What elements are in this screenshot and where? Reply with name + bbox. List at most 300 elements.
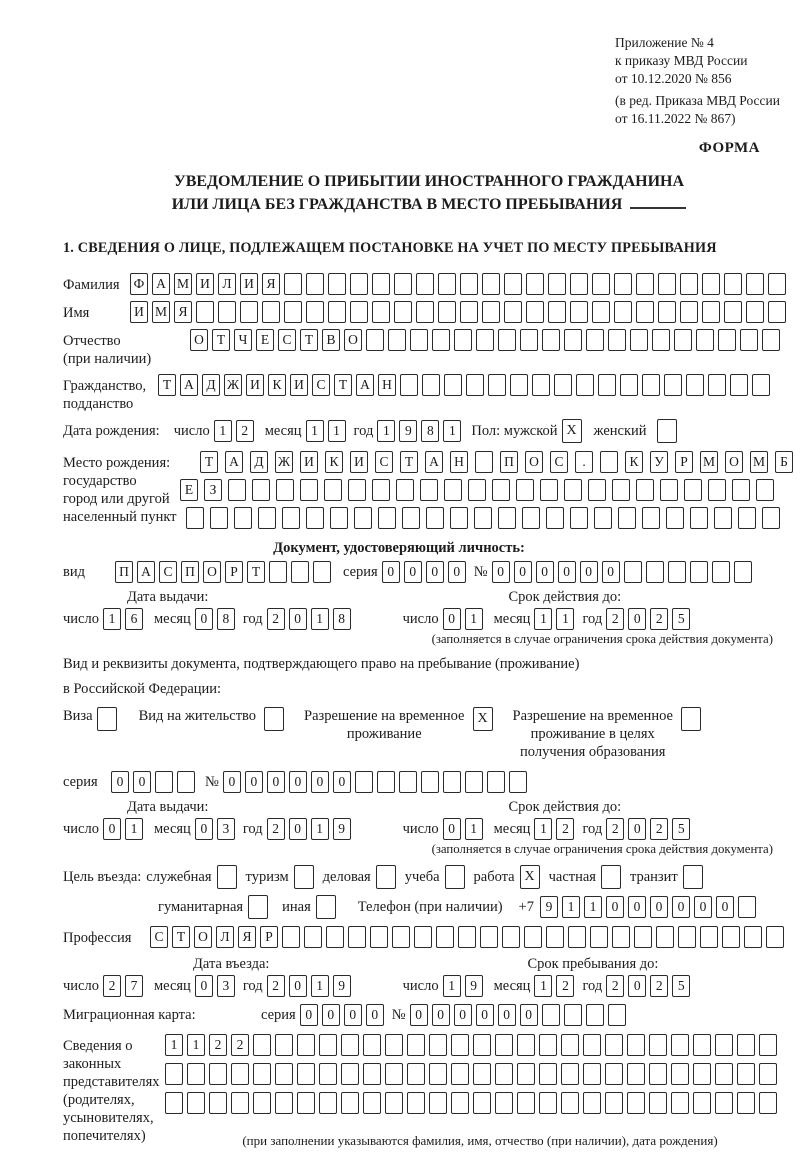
char-cell[interactable]: 8 bbox=[217, 608, 235, 630]
char-cell[interactable] bbox=[740, 329, 758, 351]
char-cell[interactable]: К bbox=[625, 451, 643, 473]
char-cell[interactable]: М bbox=[174, 273, 192, 295]
char-cell[interactable]: 0 bbox=[195, 608, 213, 630]
char-cell[interactable] bbox=[297, 1092, 315, 1114]
char-cell[interactable]: 0 bbox=[195, 975, 213, 997]
char-cell[interactable] bbox=[656, 926, 674, 948]
char-cell[interactable]: 1 bbox=[443, 420, 461, 442]
char-cell[interactable] bbox=[210, 507, 228, 529]
char-cell[interactable]: Ж bbox=[275, 451, 293, 473]
char-cell[interactable] bbox=[586, 1004, 604, 1026]
char-cell[interactable] bbox=[693, 1034, 711, 1056]
char-cell[interactable]: 0 bbox=[650, 896, 668, 918]
char-cell[interactable]: А bbox=[180, 374, 198, 396]
char-cell[interactable]: 0 bbox=[223, 771, 241, 793]
char-cell[interactable]: Р bbox=[675, 451, 693, 473]
char-cell[interactable] bbox=[714, 507, 732, 529]
char-cell[interactable] bbox=[627, 1063, 645, 1085]
char-cell[interactable] bbox=[231, 1092, 249, 1114]
char-cell[interactable] bbox=[269, 561, 287, 583]
char-cell[interactable]: 1 bbox=[465, 818, 483, 840]
char-cell[interactable] bbox=[737, 1063, 755, 1085]
char-cell[interactable]: 0 bbox=[602, 561, 620, 583]
char-cell[interactable]: И bbox=[130, 301, 148, 323]
char-cell[interactable]: 5 bbox=[672, 608, 690, 630]
char-cell[interactable]: П bbox=[115, 561, 133, 583]
char-cell[interactable] bbox=[372, 273, 390, 295]
purpose-work-checkbox[interactable]: X bbox=[520, 865, 540, 889]
char-cell[interactable] bbox=[612, 926, 630, 948]
char-cell[interactable] bbox=[636, 301, 654, 323]
char-cell[interactable] bbox=[624, 561, 642, 583]
char-cell[interactable] bbox=[231, 1063, 249, 1085]
char-cell[interactable] bbox=[702, 301, 720, 323]
char-cell[interactable]: Ф bbox=[130, 273, 148, 295]
char-cell[interactable] bbox=[400, 374, 418, 396]
char-cell[interactable]: 1 bbox=[165, 1034, 183, 1056]
char-cell[interactable] bbox=[586, 329, 604, 351]
char-cell[interactable]: Я bbox=[262, 273, 280, 295]
char-cell[interactable]: 0 bbox=[289, 608, 307, 630]
char-cell[interactable] bbox=[473, 1034, 491, 1056]
char-cell[interactable] bbox=[414, 926, 432, 948]
char-cell[interactable] bbox=[700, 926, 718, 948]
char-cell[interactable] bbox=[451, 1034, 469, 1056]
char-cell[interactable] bbox=[328, 301, 346, 323]
char-cell[interactable] bbox=[600, 451, 618, 473]
char-cell[interactable] bbox=[608, 1004, 626, 1026]
char-cell[interactable] bbox=[282, 926, 300, 948]
char-cell[interactable]: 0 bbox=[536, 561, 554, 583]
char-cell[interactable] bbox=[372, 479, 390, 501]
char-cell[interactable] bbox=[693, 1092, 711, 1114]
char-cell[interactable]: 0 bbox=[404, 561, 422, 583]
char-cell[interactable]: 2 bbox=[236, 420, 254, 442]
char-cell[interactable] bbox=[186, 507, 204, 529]
char-cell[interactable] bbox=[658, 273, 676, 295]
char-cell[interactable] bbox=[539, 1063, 557, 1085]
char-cell[interactable] bbox=[636, 479, 654, 501]
char-cell[interactable] bbox=[517, 1092, 535, 1114]
char-cell[interactable] bbox=[759, 1092, 777, 1114]
char-cell[interactable] bbox=[658, 301, 676, 323]
char-cell[interactable] bbox=[752, 374, 770, 396]
char-cell[interactable] bbox=[341, 1092, 359, 1114]
char-cell[interactable]: П bbox=[181, 561, 199, 583]
char-cell[interactable] bbox=[526, 273, 544, 295]
char-cell[interactable]: 2 bbox=[650, 818, 668, 840]
char-cell[interactable] bbox=[377, 771, 395, 793]
char-cell[interactable] bbox=[768, 273, 786, 295]
char-cell[interactable] bbox=[542, 1004, 560, 1026]
char-cell[interactable] bbox=[429, 1092, 447, 1114]
char-cell[interactable] bbox=[605, 1092, 623, 1114]
char-cell[interactable] bbox=[262, 301, 280, 323]
char-cell[interactable]: 3 bbox=[217, 818, 235, 840]
char-cell[interactable]: 0 bbox=[628, 896, 646, 918]
purpose-private-checkbox[interactable] bbox=[601, 865, 621, 889]
char-cell[interactable] bbox=[724, 273, 742, 295]
char-cell[interactable]: О bbox=[203, 561, 221, 583]
char-cell[interactable]: В bbox=[322, 329, 340, 351]
char-cell[interactable] bbox=[540, 479, 558, 501]
char-cell[interactable] bbox=[627, 1092, 645, 1114]
char-cell[interactable] bbox=[313, 561, 331, 583]
char-cell[interactable] bbox=[385, 1034, 403, 1056]
char-cell[interactable]: Ч bbox=[234, 329, 252, 351]
char-cell[interactable] bbox=[583, 1034, 601, 1056]
char-cell[interactable] bbox=[592, 301, 610, 323]
char-cell[interactable] bbox=[594, 507, 612, 529]
char-cell[interactable]: Е bbox=[256, 329, 274, 351]
char-cell[interactable] bbox=[539, 1034, 557, 1056]
char-cell[interactable] bbox=[330, 507, 348, 529]
char-cell[interactable]: С bbox=[550, 451, 568, 473]
char-cell[interactable]: Я bbox=[238, 926, 256, 948]
char-cell[interactable] bbox=[396, 479, 414, 501]
char-cell[interactable] bbox=[465, 771, 483, 793]
char-cell[interactable]: А bbox=[356, 374, 374, 396]
char-cell[interactable] bbox=[429, 1063, 447, 1085]
char-cell[interactable] bbox=[678, 926, 696, 948]
char-cell[interactable] bbox=[370, 926, 388, 948]
char-cell[interactable]: И bbox=[290, 374, 308, 396]
char-cell[interactable] bbox=[715, 1063, 733, 1085]
char-cell[interactable]: М bbox=[700, 451, 718, 473]
char-cell[interactable] bbox=[724, 301, 742, 323]
char-cell[interactable]: О bbox=[190, 329, 208, 351]
char-cell[interactable]: 3 bbox=[217, 975, 235, 997]
char-cell[interactable] bbox=[196, 301, 214, 323]
char-cell[interactable] bbox=[282, 507, 300, 529]
char-cell[interactable] bbox=[460, 273, 478, 295]
char-cell[interactable] bbox=[341, 1034, 359, 1056]
char-cell[interactable] bbox=[388, 329, 406, 351]
char-cell[interactable]: 0 bbox=[492, 561, 510, 583]
char-cell[interactable] bbox=[240, 301, 258, 323]
char-cell[interactable] bbox=[495, 1092, 513, 1114]
char-cell[interactable] bbox=[759, 1063, 777, 1085]
char-cell[interactable] bbox=[355, 771, 373, 793]
char-cell[interactable] bbox=[366, 329, 384, 351]
char-cell[interactable]: О bbox=[525, 451, 543, 473]
char-cell[interactable] bbox=[187, 1063, 205, 1085]
char-cell[interactable] bbox=[504, 273, 522, 295]
char-cell[interactable] bbox=[354, 507, 372, 529]
char-cell[interactable] bbox=[671, 1063, 689, 1085]
char-cell[interactable] bbox=[350, 273, 368, 295]
char-cell[interactable]: Т bbox=[334, 374, 352, 396]
char-cell[interactable] bbox=[165, 1063, 183, 1085]
char-cell[interactable] bbox=[407, 1063, 425, 1085]
char-cell[interactable] bbox=[590, 926, 608, 948]
char-cell[interactable] bbox=[495, 1034, 513, 1056]
char-cell[interactable] bbox=[155, 771, 173, 793]
char-cell[interactable]: 0 bbox=[448, 561, 466, 583]
char-cell[interactable] bbox=[542, 329, 560, 351]
char-cell[interactable] bbox=[444, 374, 462, 396]
char-cell[interactable] bbox=[438, 301, 456, 323]
char-cell[interactable] bbox=[730, 374, 748, 396]
char-cell[interactable]: 0 bbox=[432, 1004, 450, 1026]
char-cell[interactable] bbox=[218, 301, 236, 323]
char-cell[interactable]: 1 bbox=[534, 975, 552, 997]
char-cell[interactable]: 0 bbox=[716, 896, 734, 918]
char-cell[interactable] bbox=[627, 1034, 645, 1056]
char-cell[interactable] bbox=[275, 1063, 293, 1085]
char-cell[interactable] bbox=[570, 273, 588, 295]
char-cell[interactable] bbox=[421, 771, 439, 793]
char-cell[interactable]: 6 bbox=[125, 608, 143, 630]
char-cell[interactable] bbox=[618, 507, 636, 529]
char-cell[interactable] bbox=[671, 1034, 689, 1056]
char-cell[interactable]: 0 bbox=[628, 818, 646, 840]
char-cell[interactable]: 9 bbox=[465, 975, 483, 997]
char-cell[interactable] bbox=[548, 273, 566, 295]
sex-female-checkbox[interactable] bbox=[657, 419, 677, 443]
char-cell[interactable] bbox=[517, 1034, 535, 1056]
char-cell[interactable] bbox=[426, 507, 444, 529]
char-cell[interactable] bbox=[306, 507, 324, 529]
char-cell[interactable] bbox=[509, 771, 527, 793]
char-cell[interactable] bbox=[450, 507, 468, 529]
char-cell[interactable] bbox=[693, 1063, 711, 1085]
char-cell[interactable]: Л bbox=[218, 273, 236, 295]
char-cell[interactable] bbox=[592, 273, 610, 295]
char-cell[interactable] bbox=[570, 301, 588, 323]
char-cell[interactable]: К bbox=[325, 451, 343, 473]
char-cell[interactable]: 9 bbox=[540, 896, 558, 918]
char-cell[interactable]: 0 bbox=[289, 818, 307, 840]
char-cell[interactable] bbox=[306, 301, 324, 323]
char-cell[interactable]: 1 bbox=[311, 975, 329, 997]
char-cell[interactable] bbox=[671, 1092, 689, 1114]
char-cell[interactable]: 2 bbox=[556, 818, 574, 840]
char-cell[interactable] bbox=[429, 1034, 447, 1056]
char-cell[interactable] bbox=[646, 561, 664, 583]
char-cell[interactable]: У bbox=[650, 451, 668, 473]
char-cell[interactable]: 0 bbox=[628, 975, 646, 997]
char-cell[interactable] bbox=[363, 1034, 381, 1056]
char-cell[interactable] bbox=[432, 329, 450, 351]
char-cell[interactable] bbox=[649, 1092, 667, 1114]
char-cell[interactable]: 0 bbox=[410, 1004, 428, 1026]
char-cell[interactable] bbox=[385, 1092, 403, 1114]
char-cell[interactable] bbox=[612, 479, 630, 501]
char-cell[interactable]: Р bbox=[225, 561, 243, 583]
char-cell[interactable] bbox=[187, 1092, 205, 1114]
char-cell[interactable] bbox=[492, 479, 510, 501]
char-cell[interactable]: Л bbox=[216, 926, 234, 948]
char-cell[interactable] bbox=[674, 329, 692, 351]
char-cell[interactable] bbox=[712, 561, 730, 583]
char-cell[interactable] bbox=[436, 926, 454, 948]
char-cell[interactable] bbox=[473, 1063, 491, 1085]
char-cell[interactable]: 1 bbox=[328, 420, 346, 442]
char-cell[interactable] bbox=[438, 273, 456, 295]
char-cell[interactable] bbox=[546, 507, 564, 529]
char-cell[interactable] bbox=[746, 301, 764, 323]
char-cell[interactable] bbox=[620, 374, 638, 396]
char-cell[interactable] bbox=[636, 273, 654, 295]
char-cell[interactable] bbox=[768, 301, 786, 323]
char-cell[interactable]: 0 bbox=[606, 896, 624, 918]
char-cell[interactable]: 9 bbox=[399, 420, 417, 442]
char-cell[interactable]: Е bbox=[180, 479, 198, 501]
char-cell[interactable]: 1 bbox=[306, 420, 324, 442]
char-cell[interactable] bbox=[520, 329, 538, 351]
char-cell[interactable]: 1 bbox=[562, 896, 580, 918]
char-cell[interactable] bbox=[546, 926, 564, 948]
char-cell[interactable] bbox=[460, 301, 478, 323]
char-cell[interactable] bbox=[664, 374, 682, 396]
char-cell[interactable]: 0 bbox=[333, 771, 351, 793]
char-cell[interactable]: 5 bbox=[672, 818, 690, 840]
char-cell[interactable]: 2 bbox=[650, 608, 668, 630]
char-cell[interactable] bbox=[766, 926, 784, 948]
char-cell[interactable] bbox=[564, 1004, 582, 1026]
char-cell[interactable] bbox=[443, 771, 461, 793]
char-cell[interactable]: 0 bbox=[580, 561, 598, 583]
char-cell[interactable]: И bbox=[196, 273, 214, 295]
char-cell[interactable]: А bbox=[137, 561, 155, 583]
char-cell[interactable]: А bbox=[225, 451, 243, 473]
char-cell[interactable]: 0 bbox=[311, 771, 329, 793]
char-cell[interactable] bbox=[402, 507, 420, 529]
char-cell[interactable] bbox=[475, 451, 493, 473]
char-cell[interactable] bbox=[737, 1034, 755, 1056]
temp-residence-checkbox[interactable]: X bbox=[473, 707, 493, 731]
char-cell[interactable] bbox=[341, 1063, 359, 1085]
char-cell[interactable]: Т bbox=[300, 329, 318, 351]
char-cell[interactable]: О bbox=[725, 451, 743, 473]
purpose-transit-checkbox[interactable] bbox=[683, 865, 703, 889]
char-cell[interactable] bbox=[422, 374, 440, 396]
char-cell[interactable] bbox=[715, 1034, 733, 1056]
char-cell[interactable]: 0 bbox=[454, 1004, 472, 1026]
char-cell[interactable] bbox=[416, 301, 434, 323]
char-cell[interactable] bbox=[454, 329, 472, 351]
char-cell[interactable] bbox=[576, 374, 594, 396]
char-cell[interactable] bbox=[394, 301, 412, 323]
char-cell[interactable] bbox=[708, 374, 726, 396]
char-cell[interactable] bbox=[583, 1063, 601, 1085]
char-cell[interactable]: Д bbox=[250, 451, 268, 473]
char-cell[interactable]: Т bbox=[400, 451, 418, 473]
char-cell[interactable] bbox=[634, 926, 652, 948]
char-cell[interactable] bbox=[737, 1092, 755, 1114]
char-cell[interactable] bbox=[516, 479, 534, 501]
char-cell[interactable]: 1 bbox=[311, 818, 329, 840]
char-cell[interactable]: Т bbox=[212, 329, 230, 351]
char-cell[interactable] bbox=[258, 507, 276, 529]
char-cell[interactable]: 1 bbox=[214, 420, 232, 442]
char-cell[interactable] bbox=[510, 374, 528, 396]
visa-checkbox[interactable] bbox=[97, 707, 117, 731]
char-cell[interactable]: 0 bbox=[672, 896, 690, 918]
char-cell[interactable]: 0 bbox=[514, 561, 532, 583]
char-cell[interactable] bbox=[399, 771, 417, 793]
char-cell[interactable] bbox=[690, 561, 708, 583]
char-cell[interactable] bbox=[738, 507, 756, 529]
char-cell[interactable] bbox=[300, 479, 318, 501]
char-cell[interactable] bbox=[473, 1092, 491, 1114]
purpose-official-checkbox[interactable] bbox=[217, 865, 237, 889]
char-cell[interactable]: 2 bbox=[267, 818, 285, 840]
char-cell[interactable]: 7 bbox=[125, 975, 143, 997]
char-cell[interactable]: И bbox=[350, 451, 368, 473]
char-cell[interactable] bbox=[649, 1063, 667, 1085]
char-cell[interactable] bbox=[476, 329, 494, 351]
char-cell[interactable] bbox=[482, 301, 500, 323]
char-cell[interactable]: Н bbox=[450, 451, 468, 473]
char-cell[interactable]: 0 bbox=[382, 561, 400, 583]
char-cell[interactable] bbox=[306, 273, 324, 295]
char-cell[interactable]: О bbox=[344, 329, 362, 351]
char-cell[interactable]: 2 bbox=[650, 975, 668, 997]
char-cell[interactable] bbox=[291, 561, 309, 583]
char-cell[interactable]: 9 bbox=[333, 818, 351, 840]
char-cell[interactable] bbox=[614, 273, 632, 295]
char-cell[interactable] bbox=[588, 479, 606, 501]
char-cell[interactable]: Т bbox=[158, 374, 176, 396]
char-cell[interactable]: 1 bbox=[103, 608, 121, 630]
char-cell[interactable] bbox=[756, 479, 774, 501]
char-cell[interactable] bbox=[696, 329, 714, 351]
char-cell[interactable]: А bbox=[425, 451, 443, 473]
char-cell[interactable]: М bbox=[152, 301, 170, 323]
char-cell[interactable] bbox=[690, 507, 708, 529]
char-cell[interactable]: 2 bbox=[606, 975, 624, 997]
char-cell[interactable] bbox=[458, 926, 476, 948]
char-cell[interactable] bbox=[284, 301, 302, 323]
char-cell[interactable]: Т bbox=[172, 926, 190, 948]
char-cell[interactable] bbox=[394, 273, 412, 295]
char-cell[interactable]: . bbox=[575, 451, 593, 473]
char-cell[interactable]: 1 bbox=[534, 608, 552, 630]
char-cell[interactable] bbox=[488, 374, 506, 396]
char-cell[interactable]: 1 bbox=[377, 420, 395, 442]
char-cell[interactable] bbox=[275, 1034, 293, 1056]
char-cell[interactable] bbox=[350, 301, 368, 323]
char-cell[interactable] bbox=[680, 301, 698, 323]
char-cell[interactable] bbox=[297, 1063, 315, 1085]
char-cell[interactable] bbox=[466, 374, 484, 396]
char-cell[interactable] bbox=[348, 479, 366, 501]
char-cell[interactable]: 0 bbox=[195, 818, 213, 840]
char-cell[interactable] bbox=[605, 1063, 623, 1085]
char-cell[interactable] bbox=[759, 1034, 777, 1056]
char-cell[interactable] bbox=[554, 374, 572, 396]
char-cell[interactable]: 0 bbox=[558, 561, 576, 583]
char-cell[interactable]: 1 bbox=[534, 818, 552, 840]
char-cell[interactable] bbox=[652, 329, 670, 351]
char-cell[interactable] bbox=[407, 1034, 425, 1056]
char-cell[interactable] bbox=[564, 479, 582, 501]
purpose-tourism-checkbox[interactable] bbox=[294, 865, 314, 889]
char-cell[interactable] bbox=[642, 507, 660, 529]
char-cell[interactable] bbox=[487, 771, 505, 793]
char-cell[interactable] bbox=[378, 507, 396, 529]
char-cell[interactable]: 0 bbox=[289, 771, 307, 793]
char-cell[interactable]: 1 bbox=[187, 1034, 205, 1056]
char-cell[interactable] bbox=[348, 926, 366, 948]
char-cell[interactable] bbox=[228, 479, 246, 501]
char-cell[interactable] bbox=[252, 479, 270, 501]
temp-residence-education-checkbox[interactable] bbox=[681, 707, 701, 731]
char-cell[interactable] bbox=[524, 926, 542, 948]
char-cell[interactable] bbox=[451, 1092, 469, 1114]
